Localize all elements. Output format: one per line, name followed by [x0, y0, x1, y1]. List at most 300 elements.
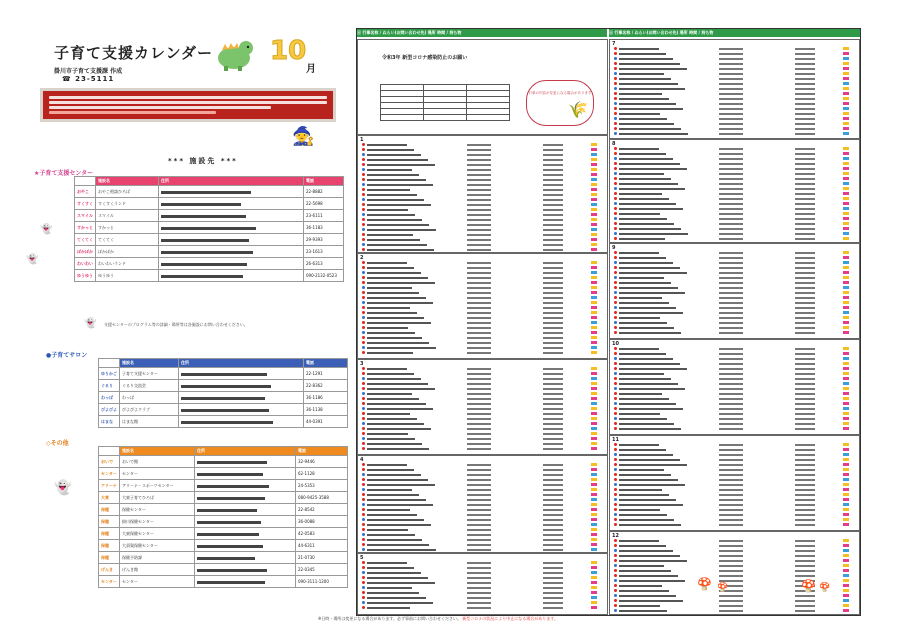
event-marker-icon [614, 311, 617, 314]
event-time [795, 93, 815, 95]
event-place [467, 368, 491, 370]
event-tag [843, 508, 849, 511]
table-row [99, 540, 348, 552]
table-header [99, 359, 120, 368]
event-marker-icon [614, 296, 617, 299]
event-row [614, 610, 857, 614]
event-marker-icon [614, 503, 617, 506]
day-box [357, 553, 608, 615]
event-title [367, 582, 435, 584]
event-tag [843, 417, 849, 420]
event-tag [843, 237, 849, 240]
event-tag [843, 503, 849, 506]
event-title [619, 98, 669, 100]
event-place [719, 378, 743, 380]
event-marker-icon [614, 172, 617, 175]
event-time [795, 113, 815, 115]
table-row [99, 492, 348, 504]
event-marker-icon [614, 92, 617, 95]
event-time [795, 148, 815, 150]
event-marker-icon [614, 147, 617, 150]
event-tag [591, 498, 597, 501]
event-row [362, 282, 605, 286]
event-time [543, 489, 563, 491]
row-address [195, 564, 296, 576]
event-place [467, 504, 491, 506]
event-tag [843, 306, 849, 309]
event-tag [591, 508, 597, 511]
event-time [795, 575, 815, 577]
ghost-decoration: 👻 [84, 318, 97, 329]
event-title [367, 194, 417, 196]
event-tag [843, 539, 849, 542]
row-name: スマイル [96, 210, 159, 222]
event-time [795, 469, 815, 471]
event-place [719, 519, 743, 521]
event-time [795, 545, 815, 547]
event-row [614, 208, 857, 212]
event-row [614, 509, 857, 513]
event-tag [591, 561, 597, 564]
row-tel: 22-8542 [296, 504, 348, 516]
notice-bubble: 行事の内容が変更になる場合があります [526, 80, 594, 126]
event-tag [843, 513, 849, 516]
event-row [614, 223, 857, 227]
event-tag [843, 197, 849, 200]
event-marker-icon [362, 198, 365, 201]
event-place [719, 178, 743, 180]
day-number: 11 [612, 437, 619, 443]
event-place [467, 602, 491, 604]
row-address [195, 468, 296, 480]
event-tag [843, 112, 849, 115]
event-tag [591, 143, 597, 146]
event-row [614, 178, 857, 182]
event-tag [843, 117, 849, 120]
event-row [614, 474, 857, 478]
day-box [609, 339, 860, 435]
event-marker-icon [362, 261, 365, 264]
event-tag [843, 311, 849, 314]
event-marker-icon [362, 478, 365, 481]
event-marker-icon [362, 306, 365, 309]
event-tag [591, 468, 597, 471]
event-row [614, 504, 857, 508]
event-row [614, 188, 857, 192]
event-tag [591, 493, 597, 496]
event-marker-icon [362, 178, 365, 181]
row-tag: 保健 [99, 516, 120, 528]
event-place [467, 174, 491, 176]
event-row [614, 545, 857, 549]
event-title [367, 403, 426, 405]
event-place [467, 332, 491, 334]
event-title [619, 307, 676, 309]
event-time [543, 322, 563, 324]
event-title [619, 555, 680, 557]
event-title [619, 233, 688, 235]
event-marker-icon [362, 173, 365, 176]
event-time [795, 238, 815, 240]
event-place [719, 428, 743, 430]
event-title [367, 544, 429, 546]
event-title [367, 423, 424, 425]
event-row [614, 560, 857, 564]
ghost-decoration: 👻 [26, 254, 39, 265]
row-tag: 保健 [99, 528, 120, 540]
event-row [362, 464, 605, 468]
event-marker-icon [362, 326, 365, 329]
event-tag [843, 301, 849, 304]
event-tag [843, 256, 849, 259]
event-title [367, 234, 413, 236]
event-row [614, 63, 857, 67]
event-place [467, 572, 491, 574]
event-row [362, 529, 605, 533]
event-time [543, 179, 563, 181]
row-name: 保健予防課 [120, 552, 195, 564]
event-title [619, 353, 666, 355]
event-place [467, 327, 491, 329]
day-number: 3 [360, 361, 364, 367]
event-marker-icon [614, 579, 617, 582]
event-time [795, 153, 815, 155]
event-row [614, 88, 857, 92]
event-marker-icon [614, 62, 617, 65]
event-place [467, 184, 491, 186]
event-tag [843, 102, 849, 105]
event-title [367, 169, 412, 171]
event-time [543, 383, 563, 385]
event-marker-icon [614, 326, 617, 329]
event-title [367, 418, 417, 420]
event-marker-icon [362, 163, 365, 166]
event-title [619, 287, 678, 289]
event-row [362, 373, 605, 377]
event-time [543, 378, 563, 380]
row-address [195, 492, 296, 504]
event-time [543, 597, 563, 599]
event-marker-icon [614, 584, 617, 587]
table-row [99, 528, 348, 540]
event-marker-icon [362, 566, 365, 569]
support-center-table [74, 176, 344, 282]
event-time [543, 408, 563, 410]
event-title [619, 575, 678, 577]
event-title [619, 348, 659, 350]
event-tag [843, 458, 849, 461]
event-marker-icon [362, 606, 365, 609]
notice-box [357, 39, 608, 135]
event-time [795, 88, 815, 90]
event-title [367, 592, 419, 594]
event-tag [591, 261, 597, 264]
event-tag [591, 392, 597, 395]
event-place [719, 358, 743, 360]
month-unit: 月 [306, 64, 316, 75]
event-marker-icon [362, 508, 365, 511]
event-tag [591, 291, 597, 294]
event-row [614, 312, 857, 316]
row-tel: 22-1291 [304, 368, 348, 380]
event-place [467, 204, 491, 206]
day-number: 9 [612, 245, 616, 251]
event-tag [843, 549, 849, 552]
event-time [543, 438, 563, 440]
event-time [543, 267, 563, 269]
event-marker-icon [362, 367, 365, 370]
event-place [719, 98, 743, 100]
event-row [362, 438, 605, 442]
event-row [614, 98, 857, 102]
event-row [362, 302, 605, 306]
row-tel: 24-5353 [296, 480, 348, 492]
row-tel: 29-9393 [304, 234, 344, 246]
event-place [467, 539, 491, 541]
row-name: おいで館 [120, 456, 195, 468]
event-time [543, 234, 563, 236]
event-time [795, 413, 815, 415]
event-place [467, 322, 491, 324]
event-marker-icon [614, 177, 617, 180]
event-place [467, 194, 491, 196]
event-time [795, 58, 815, 60]
event-place [719, 213, 743, 215]
event-tag [843, 483, 849, 486]
event-title [367, 249, 434, 251]
event-place [467, 282, 491, 284]
event-tag [591, 173, 597, 176]
event-place [467, 448, 491, 450]
event-time [795, 252, 815, 254]
event-time [795, 272, 815, 274]
row-name: センター [120, 576, 195, 588]
event-title [367, 184, 433, 186]
event-tag [591, 276, 597, 279]
event-place [467, 297, 491, 299]
event-title [619, 580, 685, 582]
event-marker-icon [614, 372, 617, 375]
row-tel: 22-0345 [296, 564, 348, 576]
event-tag [843, 453, 849, 456]
event-place [719, 307, 743, 309]
event-row [362, 267, 605, 271]
event-time [795, 348, 815, 350]
event-marker-icon [362, 586, 365, 589]
event-place [719, 499, 743, 501]
event-title [367, 567, 414, 569]
row-address [159, 210, 304, 222]
event-title [619, 312, 683, 314]
schedule-cell [467, 115, 510, 121]
calendar-header-right: 日 行事名称 / ねらい(お問い合わせ先) 場所 時間 / 持ち物 [609, 29, 860, 37]
event-marker-icon [362, 437, 365, 440]
event-tag [843, 443, 849, 446]
event-time [795, 307, 815, 309]
event-time [795, 353, 815, 355]
event-time [543, 572, 563, 574]
event-title [619, 118, 667, 120]
event-row [362, 322, 605, 326]
event-row [614, 479, 857, 483]
event-tag [843, 251, 849, 254]
event-title [619, 168, 687, 170]
event-title [619, 113, 660, 115]
row-name: わいわいランド [96, 258, 159, 270]
event-row [614, 307, 857, 311]
event-title [367, 484, 435, 486]
event-title [619, 292, 685, 294]
event-title [367, 327, 408, 329]
event-marker-icon [362, 238, 365, 241]
event-marker-icon [614, 407, 617, 410]
event-place [719, 423, 743, 425]
event-place [467, 479, 491, 481]
event-marker-icon [362, 346, 365, 349]
row-tag: ゆりかご [99, 368, 120, 380]
event-place [467, 337, 491, 339]
event-row [362, 398, 605, 402]
event-tag [591, 377, 597, 380]
row-tag: アリーナ [99, 480, 120, 492]
event-place [719, 418, 743, 420]
event-title [619, 590, 669, 592]
event-tag [843, 316, 849, 319]
event-row [614, 108, 857, 112]
table-header: 電話 [304, 359, 348, 368]
event-time [795, 193, 815, 195]
event-row [614, 272, 857, 276]
event-time [795, 408, 815, 410]
event-tag [591, 566, 597, 569]
event-title [619, 464, 687, 466]
event-title [619, 474, 671, 476]
event-marker-icon [362, 223, 365, 226]
row-name: ぴよぴよクラブ [120, 404, 179, 416]
event-place [719, 148, 743, 150]
event-title [619, 459, 680, 461]
event-time [795, 595, 815, 597]
row-name: すかっと [96, 222, 159, 234]
table-row [75, 234, 344, 246]
event-time [543, 244, 563, 246]
event-marker-icon [614, 564, 617, 567]
event-marker-icon [614, 513, 617, 516]
event-tag [843, 473, 849, 476]
event-title [367, 199, 424, 201]
event-title [367, 149, 414, 151]
event-place [719, 228, 743, 230]
event-title [367, 229, 436, 231]
event-time [543, 144, 563, 146]
event-tag [843, 397, 849, 400]
event-time [795, 570, 815, 572]
event-title [619, 73, 664, 75]
event-tag [843, 402, 849, 405]
event-place [719, 444, 743, 446]
event-row [362, 509, 605, 513]
row-name: てくてく [96, 234, 159, 246]
event-tag [843, 427, 849, 430]
event-time [795, 499, 815, 501]
event-time [795, 83, 815, 85]
event-marker-icon [362, 153, 365, 156]
event-marker-icon [362, 518, 365, 521]
calendar-grid [356, 28, 861, 616]
event-marker-icon [614, 192, 617, 195]
day-number: 4 [360, 457, 364, 463]
day-number: 8 [612, 141, 616, 147]
event-row [614, 348, 857, 352]
table-row [75, 186, 344, 198]
event-row [362, 443, 605, 447]
event-place [719, 474, 743, 476]
event-marker-icon [362, 463, 365, 466]
event-row [614, 148, 857, 152]
event-marker-icon [362, 543, 365, 546]
event-title [619, 88, 685, 90]
event-tag [843, 87, 849, 90]
event-marker-icon [362, 208, 365, 211]
event-place [467, 514, 491, 516]
event-time [795, 302, 815, 304]
table-header [99, 447, 120, 456]
event-time [543, 282, 563, 284]
event-time [543, 413, 563, 415]
event-title [367, 214, 415, 216]
event-row [362, 519, 605, 523]
event-tag [843, 377, 849, 380]
event-marker-icon [362, 561, 365, 564]
event-title [619, 403, 676, 405]
event-marker-icon [614, 112, 617, 115]
event-marker-icon [362, 538, 365, 541]
event-time [795, 292, 815, 294]
event-marker-icon [614, 232, 617, 235]
event-time [543, 388, 563, 390]
event-marker-icon [614, 261, 617, 264]
event-row [362, 544, 605, 548]
event-marker-icon [614, 589, 617, 592]
event-time [543, 199, 563, 201]
row-name: 大須賀保健センター [120, 540, 195, 552]
event-title [367, 164, 435, 166]
phone-number: ☎ 23-5111 [62, 75, 115, 83]
event-marker-icon [614, 417, 617, 420]
event-marker-icon [614, 117, 617, 120]
event-marker-icon [362, 233, 365, 236]
event-time [543, 277, 563, 279]
event-row [362, 484, 605, 488]
event-time [795, 403, 815, 405]
event-row [362, 567, 605, 571]
event-place [467, 464, 491, 466]
event-place [467, 307, 491, 309]
event-place [467, 229, 491, 231]
event-marker-icon [614, 412, 617, 415]
row-tag: わっぱ [99, 392, 120, 404]
event-time [795, 444, 815, 446]
event-place [719, 297, 743, 299]
table-row [99, 504, 348, 516]
event-time [795, 213, 815, 215]
event-tag [843, 132, 849, 135]
event-tag [591, 548, 597, 551]
event-tag [591, 483, 597, 486]
event-tag [591, 538, 597, 541]
event-tag [591, 331, 597, 334]
event-row [614, 565, 857, 569]
